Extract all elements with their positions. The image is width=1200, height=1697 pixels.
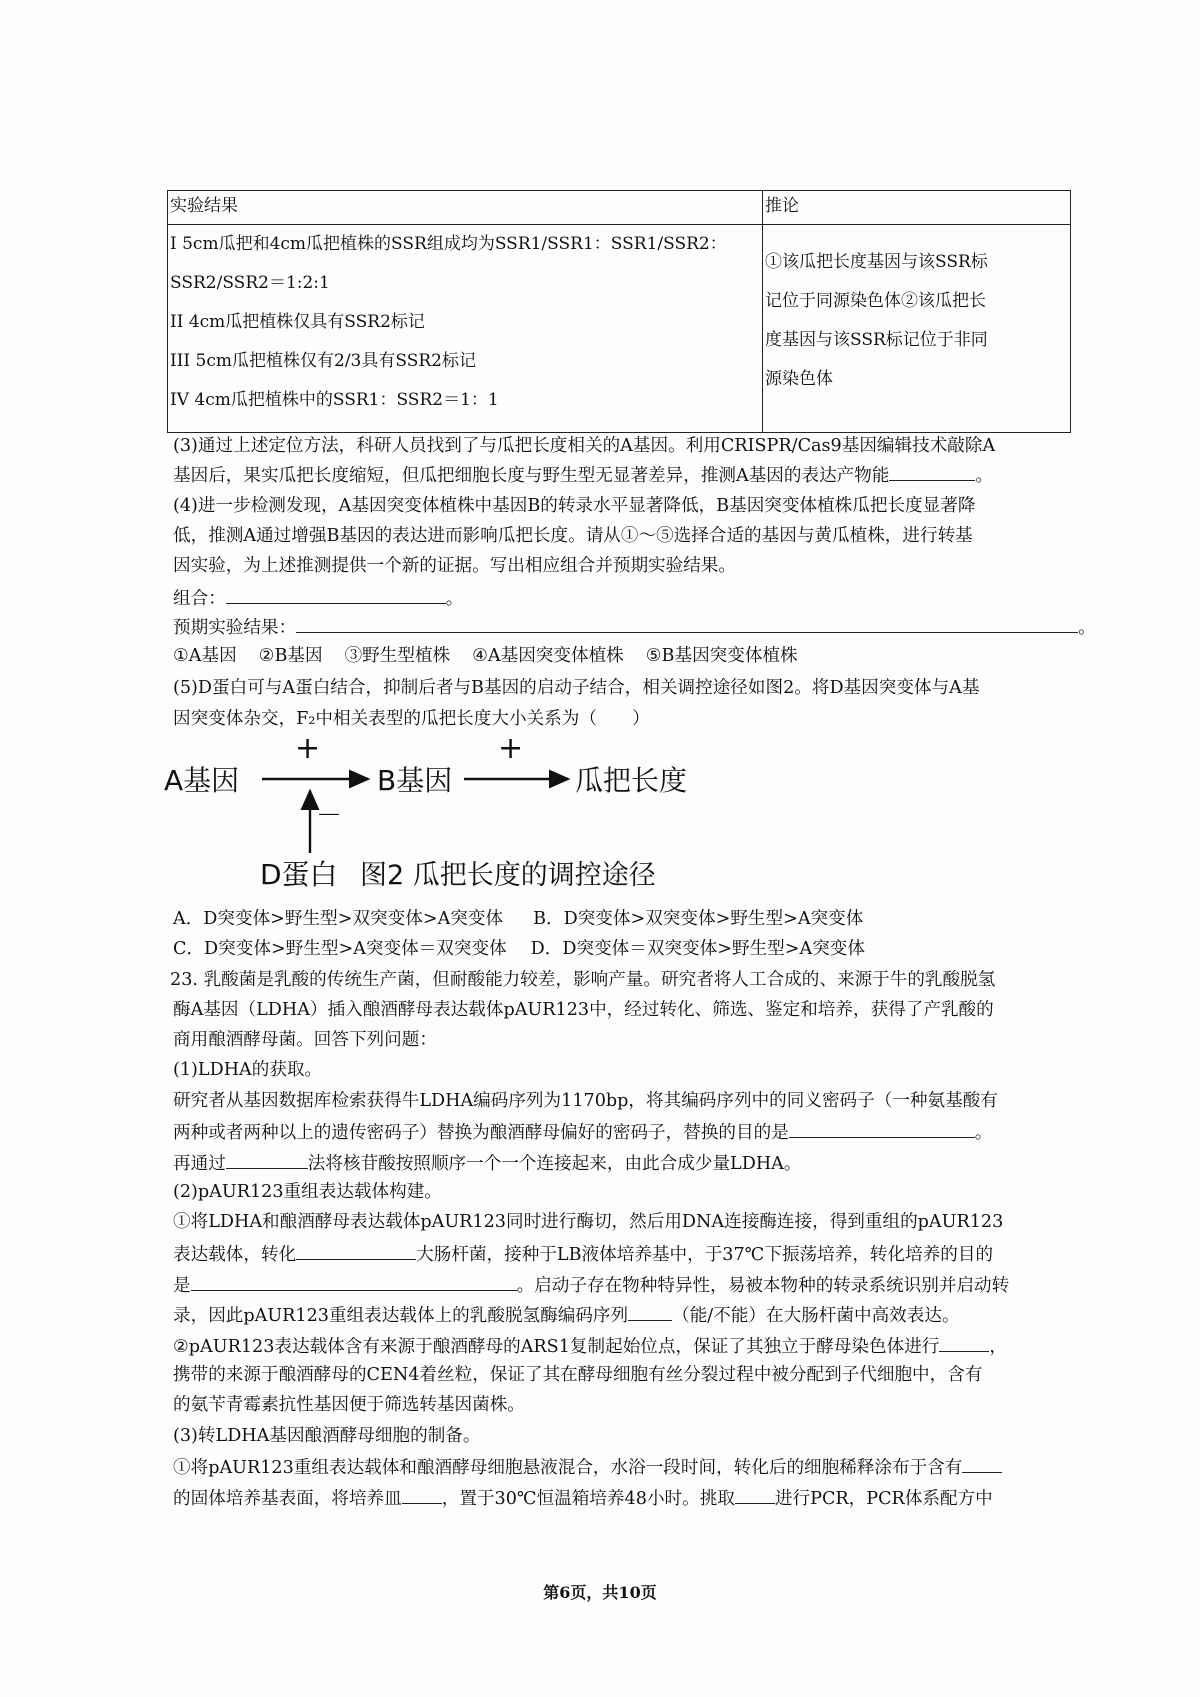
inference-cell: [763, 225, 1071, 433]
q4-expect-end: 。: [1078, 618, 1096, 638]
q23-synthesis-method-blank[interactable]: [226, 1150, 308, 1169]
q4-expect-blank[interactable]: [296, 614, 1078, 633]
figure-2-diagram: [160, 731, 720, 895]
q23-part2-line-4: [173, 1302, 960, 1328]
q23-part3-text: ，置于30℃恒温箱培养48小时。挑取: [441, 1489, 735, 1509]
q23-replication-blank[interactable]: [939, 1333, 989, 1352]
q5-line-1: (5)D蛋白可与A蛋白结合，抑制后者与B基因的启动子结合，相关调控途径如图2。将D基因突变体与A基: [173, 678, 980, 698]
node-length: 瓜把长度: [575, 764, 688, 797]
option-item: ②B基因: [258, 646, 323, 666]
q4-combo-blank[interactable]: [226, 585, 446, 604]
q23-part1-text: 两种或者两种以上的遗传密码子）替换为酿酒酵母偏好的密码子，替换的目的是: [173, 1123, 789, 1143]
q23-part2-text: ，: [989, 1337, 1007, 1357]
plus-sign-2: +: [498, 731, 524, 766]
q23-part2-text: ②pAUR123表达载体含有来源于酿酒酵母的ARS1复制起始位点，保证了其独立于酵母染色体进行: [173, 1337, 940, 1357]
result-line: II 4cm瓜把植株仅具有SSR2标记: [170, 312, 425, 332]
q23-part1-text: 再通过: [173, 1154, 226, 1174]
inference-line: 记位于同源染色体②该瓜把长: [765, 291, 986, 311]
option-item: ⑤B基因突变体植株: [645, 646, 798, 666]
option-item: ①A基因: [173, 646, 237, 666]
option-item: ③野生型植株: [344, 646, 451, 666]
node-gene-b: B基因: [377, 764, 453, 797]
q4-expect-label: 预期实验结果：: [173, 618, 297, 638]
q23-part1-title: (1)LDHA的获取。: [173, 1060, 323, 1080]
q3-line-1: (3)通过上述定位方法，科研人员找到了与瓜把长度相关的A基因。利用CRISPR/Cas9基因编辑技术敲除A: [173, 436, 996, 456]
q4-expect-line: [173, 614, 1096, 640]
q23-medium-blank[interactable]: [962, 1454, 1002, 1473]
q3-answer-blank[interactable]: [889, 462, 975, 481]
inference-line: 度基因与该SSR标记位于非同: [765, 330, 988, 350]
q23-part2-line-6: 携带的来源于酿酒酵母的CEN4着丝粒，保证了其在酵母细胞有丝分裂过程中被分配到子代细胞中，含有: [173, 1365, 983, 1385]
q3-text: 基因后，果实瓜把长度缩短，但瓜把细胞长度与野生型无显著差异，推测A基因的表达产物能: [173, 466, 890, 486]
q23-intro-3: 商用酿酒酵母菌。回答下列问题：: [173, 1030, 437, 1050]
result-line: IV 4cm瓜把植株中的SSR1：SSR2＝1：1: [170, 390, 499, 410]
results-cell: [168, 225, 763, 433]
result-line: I 5cm瓜把和4cm瓜把植株的SSR组成均为SSR1/SSR1：SSR1/SSR2：: [170, 234, 727, 254]
choice-d[interactable]: D．D突变体＝双突变体>野生型>A突变体: [530, 939, 865, 959]
q23-part3-line-2: [173, 1485, 993, 1511]
node-d-protein: D蛋白: [260, 858, 338, 891]
table-header-inference: 推论: [763, 191, 1071, 225]
q23-part2-line-2: [173, 1241, 993, 1267]
q4-line-1: (4)进一步检测发现，A基因突变体植株中基因B的转录水平显著降低，B基因突变体植株瓜把长度显著降: [173, 496, 976, 516]
q23-culture-purpose-blank[interactable]: [191, 1272, 517, 1291]
q23-part2-text: 大肠杆菌，接种于LB液体培养基中，于37℃下振荡培养，转化培养的目的: [416, 1245, 994, 1265]
q23-part2-line-7: 的氨苄青霉素抗性基因便于筛选转基因菌株。: [173, 1395, 525, 1415]
q23-pick-blank[interactable]: [735, 1485, 775, 1504]
q3-end: 。: [975, 466, 994, 486]
inference-line: 源染色体: [765, 369, 833, 389]
node-gene-a: A基因: [164, 764, 240, 797]
plus-sign-1: +: [295, 731, 321, 766]
choice-c[interactable]: C．D突变体>野生型>A突变体＝双突变体: [173, 939, 507, 959]
q23-part2-text: （能/不能）在大肠杆菌中高效表达。: [672, 1306, 960, 1326]
q23-part2-title: (2)pAUR123重组表达载体构建。: [173, 1182, 442, 1202]
q23-part2-line-5: [173, 1333, 1007, 1359]
q4-options: [173, 644, 798, 668]
experiment-results-table: [167, 190, 1071, 433]
q23-part2-text: 。启动子存在物种特异性，易被本物种的转录系统识别并启动转: [516, 1276, 1010, 1296]
inference-line: ①该瓜把长度基因与该SSR标: [765, 252, 988, 272]
result-line: III 5cm瓜把植株仅有2/3具有SSR2标记: [170, 351, 476, 371]
q23-part2-text: 录，因此pAUR123重组表达载体上的乳酸脱氢酶编码序列: [173, 1306, 629, 1326]
result-line: SSR2/SSR2＝1:2:1: [170, 273, 330, 293]
q23-transform-blank[interactable]: [296, 1241, 416, 1260]
q23-part2-text: 表达载体，转化: [173, 1245, 297, 1265]
figure-2-caption: 图2 瓜把长度的调控途径: [360, 860, 656, 891]
q3-line-2: [173, 462, 993, 488]
q23-part2-line-3: [173, 1272, 1009, 1298]
q23-part3-text: ①将pAUR123重组表达载体和酿酒酵母细胞悬液混合，水浴一段时间，转化后的细胞稀释涂布于含有: [173, 1458, 963, 1478]
q4-combo-end: 。: [445, 589, 464, 609]
q23-part3-title: (3)转LDHA基因酿酒酵母细胞的制备。: [173, 1426, 481, 1446]
q5-line-2: 因突变体杂交，F₂中相关表型的瓜把长度大小关系为（ ）: [173, 709, 650, 729]
minus-sign: －: [316, 801, 343, 831]
page-footer: 第6页，共10页: [543, 1583, 657, 1602]
q23-part1-text: 法将核苷酸按照顺序一个一个连接起来，由此合成少量LDHA。: [307, 1154, 802, 1174]
q4-combo-line: [173, 585, 463, 611]
q23-intro-2: 酶A基因（LDHA）插入酿酒酵母表达载体pAUR123中，经过转化、筛选、鉴定和培养，获得了产乳酸的: [173, 1000, 994, 1020]
q23-express-blank[interactable]: [628, 1302, 672, 1321]
q23-codon-purpose-blank[interactable]: [789, 1119, 975, 1138]
q23-dish-blank[interactable]: [402, 1485, 442, 1504]
q23-part1-line-3: [173, 1150, 801, 1176]
choice-row-2: [173, 937, 865, 961]
choice-row-1: [173, 907, 863, 931]
q23-intro-1: 23. 乳酸菌是乳酸的传统生产菌，但耐酸能力较差，影响产量。研究者将人工合成的、来源于牛的乳酸脱氢: [170, 970, 996, 990]
q23-part1-line-1: 研究者从基因数据库检索获得牛LDHA编码序列为1170bp，将其编码序列中的同义密码子（一种氨基酸有: [173, 1091, 998, 1111]
q4-line-3: 因实验，为上述推测提供一个新的证据。写出相应组合并预期实验结果。: [173, 556, 737, 576]
q23-part3-text: 进行PCR，PCR体系配方中: [774, 1489, 993, 1509]
q23-part1-line-2: [173, 1119, 992, 1145]
q4-line-2: 低，推测A通过增强B基因的表达进而影响瓜把长度。请从①～⑤选择合适的基因与黄瓜植株，进行转基: [173, 526, 973, 546]
q23-part2-line-1: ①将LDHA和酿酒酵母表达载体pAUR123同时进行酶切，然后用DNA连接酶连接，得到重组的pAUR123: [173, 1212, 1004, 1232]
q4-combo-label: 组合：: [173, 589, 226, 609]
q23-part1-end: 。: [974, 1123, 993, 1143]
table-header-result: 实验结果: [168, 191, 763, 225]
q23-part2-text: 是: [173, 1276, 191, 1296]
q23-part3-line-1: [173, 1454, 1002, 1480]
choice-b[interactable]: B．D突变体>双突变体>野生型>A突变体: [533, 909, 864, 929]
option-item: ④A基因突变体植株: [472, 646, 624, 666]
q23-part3-text: 的固体培养基表面，将培养皿: [173, 1489, 402, 1509]
choice-a[interactable]: A．D突变体>野生型>双突变体>A突变体: [173, 909, 504, 929]
